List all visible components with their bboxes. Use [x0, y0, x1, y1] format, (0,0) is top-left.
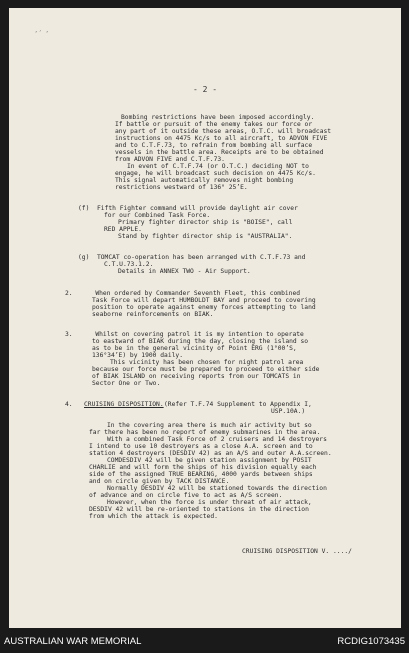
text-line: 4. [65, 401, 73, 408]
footer-institution: AUSTRALIAN WAR MEMORIAL [4, 636, 142, 647]
text-line: RED APPLE. [104, 226, 142, 233]
text-line: Task Force will depart HUMBOLDT BAY and proceed to covering [92, 297, 316, 304]
text-line: In the covering area there is much air activity but so [107, 422, 312, 429]
text-line: and to C.T.F.73, to refrain from bombing all surface [115, 142, 313, 149]
text-line: 136°34’E) by 1900 daily. [92, 352, 183, 359]
text-line: of advance and on circle five to act as A/S screen. [89, 492, 283, 499]
text-line: Bombing restrictions have been imposed accordingly. [121, 114, 315, 121]
text-line: C.T.U.73.1.2. [104, 261, 154, 268]
text-line: of BIAK ISLAND on receiving reports from our TOMCATS in [92, 373, 301, 380]
page-number: - 2 - [192, 85, 218, 94]
text-line: for our Combined Task Force. [104, 212, 211, 219]
text-line: vessels in the battle area. Receipts are to be obtained [115, 149, 324, 156]
text-line: (Refer T.F.74 Supplement to Appendix I, [164, 401, 312, 408]
text-line: DESDIV 42 will be re-oriented to stations in the direction [89, 506, 309, 513]
text-line: position to operate against enemy forces attempting to land [92, 304, 316, 311]
text-line: far there has been no report of enemy submarines in the area. [89, 429, 321, 436]
text-line: as to be in the general vicinity of Point ERG (1°00’S, [92, 345, 297, 352]
document-body [9, 8, 401, 628]
text-line: side of the assigned TRUE BEARING, 4000 yards between ships [89, 471, 313, 478]
text-line: If battle or pursuit of the enemy takes our force or [115, 121, 313, 128]
text-line: seaborne reinforcements on BIAK. [92, 311, 214, 318]
text-line: instructions on 4475 Kc/s to all aircraft, to ADVON FIVE [115, 135, 328, 142]
text-line: (g) TOMCAT co-operation has been arranged with C.T.F.73 and [78, 254, 306, 261]
archive-footer [0, 633, 409, 653]
text-line: This signal automatically removes night bombing [115, 177, 294, 184]
text-line: engage, he will broadcast such decision on 4475 Kc/s. [115, 170, 316, 177]
text-line: to eastward of BIAK during the day, closing the island so [92, 338, 309, 345]
text-line: CHARLIE and will form the ships of his division equally each [89, 464, 317, 471]
text-line: 2. When ordered by Commander Seventh Fleet, this combined [65, 290, 301, 297]
corner-mark: ’´ ’ [35, 30, 50, 38]
text-line: restrictions westward of 136° 25’E. [115, 184, 248, 191]
text-line: because our force must be prepared to proceed to either side [92, 366, 320, 373]
text-line: With a combined Task Force of 2 cruisers and 14 destroyers [107, 436, 327, 443]
text-line: from which the attack is expected. [89, 513, 218, 520]
section-heading: CRUISING DISPOSITION. [84, 401, 164, 408]
text-line: Normally DESDIV 42 will be stationed towards the direction [107, 485, 327, 492]
text-line: Stand by fighter director ship is "AUSTRALIA". [118, 233, 293, 240]
text-line: Details in ANNEX TWO - Air Support. [118, 268, 251, 275]
text-line: This vicinity has been chosen for night patrol area [110, 359, 304, 366]
text-line: However, when the force is under threat of air attack, [107, 499, 312, 506]
text-line: Primary fighter director ship is "BOISE", call [118, 219, 293, 226]
text-line: In event of C.T.F.74 (or O.T.C.) deciding NOT to [127, 163, 309, 170]
text-line: station 4 destroyers (DESDIV 42) as an A/S and outer A.A.screen. [89, 450, 332, 457]
text-line: any part of it outside these areas, O.T.C. will broadcast [115, 128, 332, 135]
text-line: from ADVON FIVE and C.T.F.73. [115, 156, 225, 163]
text-line: (f) Fifth Fighter command will provide daylight air cover [78, 205, 298, 212]
text-line: Sector One or Two. [92, 380, 161, 387]
text-line: COMDESDIV 42 will be given station assignment by POSIT [107, 457, 312, 464]
continuation-note: CRUISING DISPOSITION V. ..../ [242, 548, 352, 555]
text-line: 3. Whilst on covering patrol it is my intention to operate [65, 331, 304, 338]
text-line: and on circle given by TACK DISTANCE. [89, 478, 230, 485]
document-page [9, 8, 401, 628]
text-line: I intend to use 10 destroyers as a close A.A. screen and to [89, 443, 313, 450]
footer-record-id: RCDIG1073435 [337, 636, 405, 647]
text-line: USP.10A.) [271, 408, 306, 415]
